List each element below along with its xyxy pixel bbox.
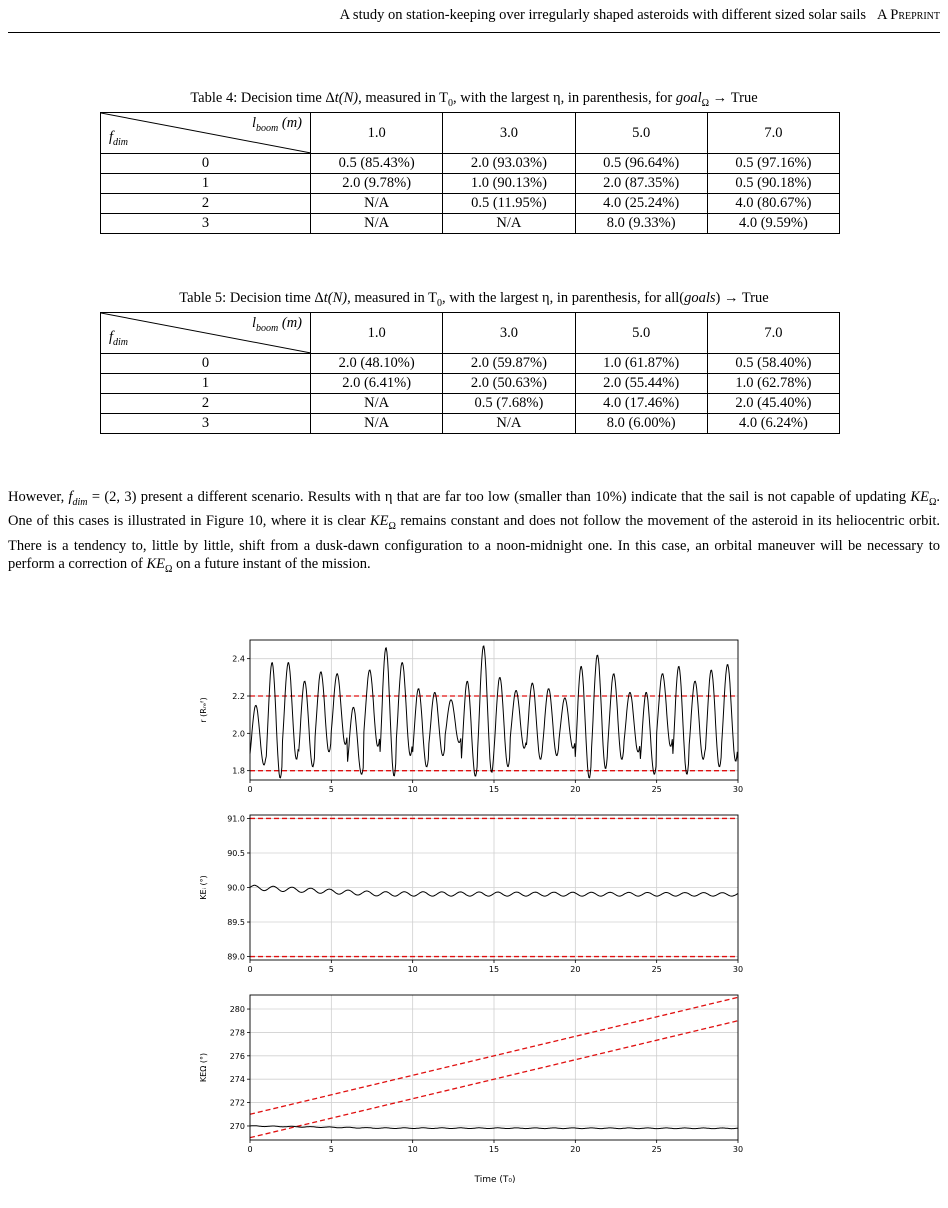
y-tick-label: 280 xyxy=(229,1005,245,1015)
table5-cell: N/A xyxy=(311,394,443,414)
y-tick-label: 2.2 xyxy=(232,692,245,701)
y-axis-label: KEΩ (°) xyxy=(199,1052,208,1083)
table4-row-key: 2 xyxy=(101,194,311,214)
x-tick-label: 0 xyxy=(247,965,253,974)
y-tick-label: 1.8 xyxy=(232,766,245,776)
x-tick-label: 25 xyxy=(651,1145,662,1154)
y-axis-label: KEᵢ (°) xyxy=(199,875,208,900)
x-tick-label: 0 xyxy=(247,785,253,794)
table5-cell: 2.0 (6.41%) xyxy=(311,374,443,394)
table5-corner-cell xyxy=(101,313,311,354)
y-tick-label: 89.5 xyxy=(227,918,245,928)
x-tick-label: 20 xyxy=(570,1145,581,1154)
table5-cell: 2.0 (50.63%) xyxy=(443,374,575,394)
table5-cell: 1.0 (61.87%) xyxy=(575,354,707,374)
table-row xyxy=(101,354,840,374)
panel-radius xyxy=(199,640,743,794)
table4-cell: 0.5 (97.16%) xyxy=(707,154,839,174)
table-row xyxy=(101,374,840,394)
table4-row-key: 0 xyxy=(101,154,311,174)
y-tick-label: 89.0 xyxy=(227,952,245,962)
x-tick-label: 30 xyxy=(732,965,744,974)
table5-cell: 1.0 (62.78%) xyxy=(707,374,839,394)
y-tick-label: 90.0 xyxy=(227,883,245,893)
table4-header-row xyxy=(101,113,840,154)
table5-col-header: 7.0 xyxy=(707,313,839,354)
x-tick-label: 15 xyxy=(488,785,500,794)
figure-10 xyxy=(190,630,750,1190)
table4-col-header: 7.0 xyxy=(707,113,839,154)
table4-cell: N/A xyxy=(443,214,575,234)
y-tick-label: 270 xyxy=(229,1121,245,1131)
table4-cell: 4.0 (9.59%) xyxy=(707,214,839,234)
table5-cell: 2.0 (59.87%) xyxy=(443,354,575,374)
panel-raan xyxy=(199,995,743,1154)
table5-cell: 2.0 (48.10%) xyxy=(311,354,443,374)
table4-cell: 4.0 (80.67%) xyxy=(707,194,839,214)
table5-row-key: 3 xyxy=(101,414,311,434)
table5-cell: 0.5 (58.40%) xyxy=(707,354,839,374)
table5-col-label: $l_{boom}$ (m) xyxy=(251,315,302,334)
table4-cell: 0.5 (96.64%) xyxy=(575,154,707,174)
table4-cell: 0.5 (85.43%) xyxy=(311,154,443,174)
table4-cell: 2.0 (87.35%) xyxy=(575,174,707,194)
table4-col-header: 1.0 xyxy=(311,113,443,154)
table4-corner-cell xyxy=(101,113,311,154)
x-tick-label: 20 xyxy=(570,785,581,794)
x-tick-label: 5 xyxy=(328,965,334,974)
table4-cell: 2.0 (93.03%) xyxy=(443,154,575,174)
table5 xyxy=(100,312,840,434)
y-tick-label: 2.4 xyxy=(232,654,245,664)
table5-cell: 4.0 (17.46%) xyxy=(575,394,707,414)
y-tick-label: 2.0 xyxy=(232,729,245,739)
x-tick-label: 25 xyxy=(651,785,662,794)
panel-inclination xyxy=(199,814,743,974)
x-tick-label: 20 xyxy=(570,965,581,974)
x-tick-label: 15 xyxy=(488,1145,500,1154)
y-axis-label: r (Rᵣₑᶠ) xyxy=(199,697,208,723)
table5-cell: 4.0 (6.24%) xyxy=(707,414,839,434)
table4-cell: N/A xyxy=(311,214,443,234)
table-row xyxy=(101,194,840,214)
x-tick-label: 5 xyxy=(328,1145,334,1154)
table4-col-label: $l_{boom}$ (m) xyxy=(251,115,302,134)
table-row xyxy=(101,394,840,414)
x-tick-label: 0 xyxy=(247,1145,253,1154)
table5-cell: N/A xyxy=(311,414,443,434)
x-tick-label: 10 xyxy=(407,965,418,974)
body-paragraph: However, $f_{dim} = (2$, 3) present a different scenario. Results with η that are far too low (smaller than 10%) indicate that the sail is not capable of updating $KE_\Omega$. One of this cases is illustrated in Figure 10, where it is clear $KE_\Omega$ remains constant and does not follow the movement of the asteroid in its heliocentric orbit. There is a tendency to, little by little, shift from a dusk-dawn configuration to a noon-midnight one. In this case, an orbital maneuver will be necessary to perform a correction of $KE_\Omega$ on a future instant of the mission. xyxy=(8,489,941,576)
table4-col-header: 5.0 xyxy=(575,113,707,154)
table4-row-key: 3 xyxy=(101,214,311,234)
table-row xyxy=(101,214,840,234)
header-title: A study on station-keeping over irregularly shaped asteroids with different sized solar sails xyxy=(339,7,867,23)
table4 xyxy=(100,112,840,234)
table4-row-label: $f_{dim}$ xyxy=(109,129,129,148)
y-tick-label: 278 xyxy=(229,1028,245,1038)
table4-caption: Table 4: Decision time Δt(N), measured in $T_0$, with the largest η, in parenthesis, for goal$_\Omega$ → True xyxy=(190,90,758,109)
table5-caption: Table 5: Decision time Δt(N), measured in $T_0$, with the largest η, in parenthesis, for all(goals) → True xyxy=(179,290,769,309)
table5-row-key: 1 xyxy=(101,374,311,394)
table4-cell: 0.5 (11.95%) xyxy=(443,194,575,214)
table-row xyxy=(101,174,840,194)
x-tick-label: 5 xyxy=(328,785,334,794)
y-tick-label: 272 xyxy=(229,1098,245,1108)
x-tick-label: 30 xyxy=(732,785,744,794)
table-row xyxy=(101,154,840,174)
table5-col-header: 1.0 xyxy=(311,313,443,354)
y-tick-label: 274 xyxy=(229,1075,245,1085)
y-tick-label: 276 xyxy=(229,1051,245,1061)
header-tag: A Preprint xyxy=(876,7,940,23)
table5-cell: 2.0 (55.44%) xyxy=(575,374,707,394)
x-tick-label: 10 xyxy=(407,1145,418,1154)
x-tick-label: 10 xyxy=(407,785,418,794)
y-tick-label: 90.5 xyxy=(227,848,245,858)
x-tick-label: 15 xyxy=(488,965,500,974)
table5-cell: 0.5 (7.68%) xyxy=(443,394,575,414)
table5-row-label: $f_{dim}$ xyxy=(109,329,129,348)
table4-cell: N/A xyxy=(311,194,443,214)
table-row xyxy=(101,414,840,434)
table5-header-row xyxy=(101,313,840,354)
table5-row-key: 2 xyxy=(101,394,311,414)
table4-cell: 0.5 (90.18%) xyxy=(707,174,839,194)
table5-cell: 8.0 (6.00%) xyxy=(575,414,707,434)
table5-row-key: 0 xyxy=(101,354,311,374)
table4-cell: 2.0 (9.78%) xyxy=(311,174,443,194)
table5-col-header: 5.0 xyxy=(575,313,707,354)
table5-cell: 2.0 (45.40%) xyxy=(707,394,839,414)
table5-col-header: 3.0 xyxy=(443,313,575,354)
x-axis-label: Time (T₀) xyxy=(474,1175,516,1185)
table4-cell: 8.0 (9.33%) xyxy=(575,214,707,234)
table4-col-header: 3.0 xyxy=(443,113,575,154)
running-header xyxy=(8,6,940,33)
table5-cell: N/A xyxy=(443,414,575,434)
x-tick-label: 25 xyxy=(651,965,662,974)
y-tick-label: 91.0 xyxy=(227,814,245,824)
table4-cell: 1.0 (90.13%) xyxy=(443,174,575,194)
table4-cell: 4.0 (25.24%) xyxy=(575,194,707,214)
x-tick-label: 30 xyxy=(732,1145,744,1154)
table4-row-key: 1 xyxy=(101,174,311,194)
